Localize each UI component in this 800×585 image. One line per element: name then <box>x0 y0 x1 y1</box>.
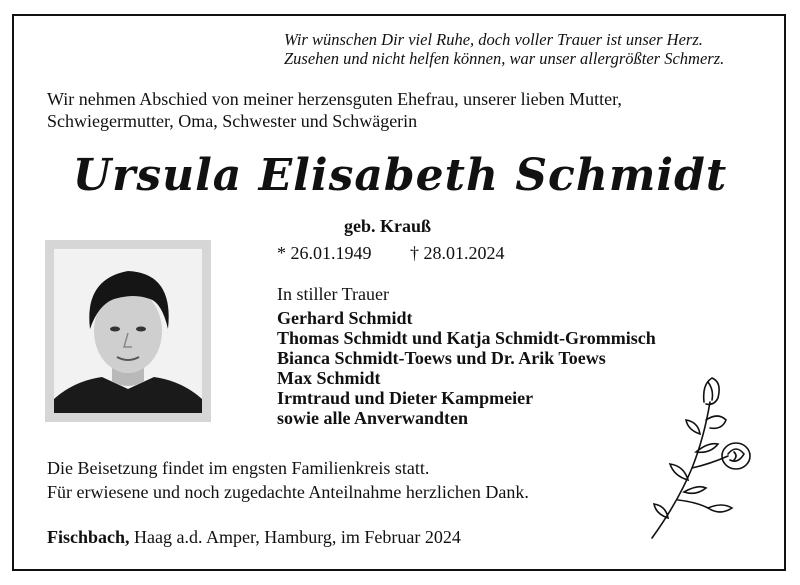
place-bold: Fischbach, <box>47 527 130 547</box>
birth-name: geb. Krauß <box>344 216 432 236</box>
mourner-list <box>277 308 656 428</box>
death-date: † 28.01.2024 <box>410 243 505 263</box>
deceased-name: Ursula Elisabeth Schmidt <box>72 150 728 201</box>
funeral-line-2: Für erwiesene und noch zugedachte Anteilnahme herzlichen Dank. <box>47 482 529 502</box>
memorial-quote <box>284 30 724 68</box>
intro-line-1: Wir nehmen Abschied von meiner herzensguten Ehefrau, unserer lieben Mutter, <box>47 89 622 109</box>
mourning-heading: In stiller Trauer <box>277 284 389 304</box>
mourner-name: Bianca Schmidt-Toews und Dr. Arik Toews <box>277 348 606 368</box>
quote-line-1: Wir wünschen Dir viel Ruhe, doch voller Trauer ist unser Herz. <box>284 30 703 49</box>
funeral-notice <box>47 456 529 504</box>
quote-line-2: Zusehen und nicht helfen können, war unser allergrößter Schmerz. <box>284 49 725 68</box>
life-dates <box>277 243 505 264</box>
place-and-date <box>47 527 461 548</box>
place-rest: Haag a.d. Amper, Hamburg, im Februar 2024 <box>129 527 461 547</box>
birth-date: * 26.01.1949 <box>277 243 372 263</box>
mourner-name: Thomas Schmidt und Katja Schmidt-Grommisch <box>277 328 656 348</box>
mourner-name: Gerhard Schmidt <box>277 308 413 328</box>
intro-text <box>47 88 622 132</box>
mourner-name: Max Schmidt <box>277 368 381 388</box>
mourner-name: Irmtraud und Dieter Kampmeier <box>277 388 534 408</box>
mourner-name: sowie alle Anverwandten <box>277 408 468 428</box>
portrait-photo <box>45 240 211 422</box>
intro-line-2: Schwiegermutter, Oma, Schwester und Schwägerin <box>47 111 418 131</box>
funeral-line-1: Die Beisetzung findet im engsten Familienkreis statt. <box>47 458 430 478</box>
rose-drawing <box>648 372 758 542</box>
